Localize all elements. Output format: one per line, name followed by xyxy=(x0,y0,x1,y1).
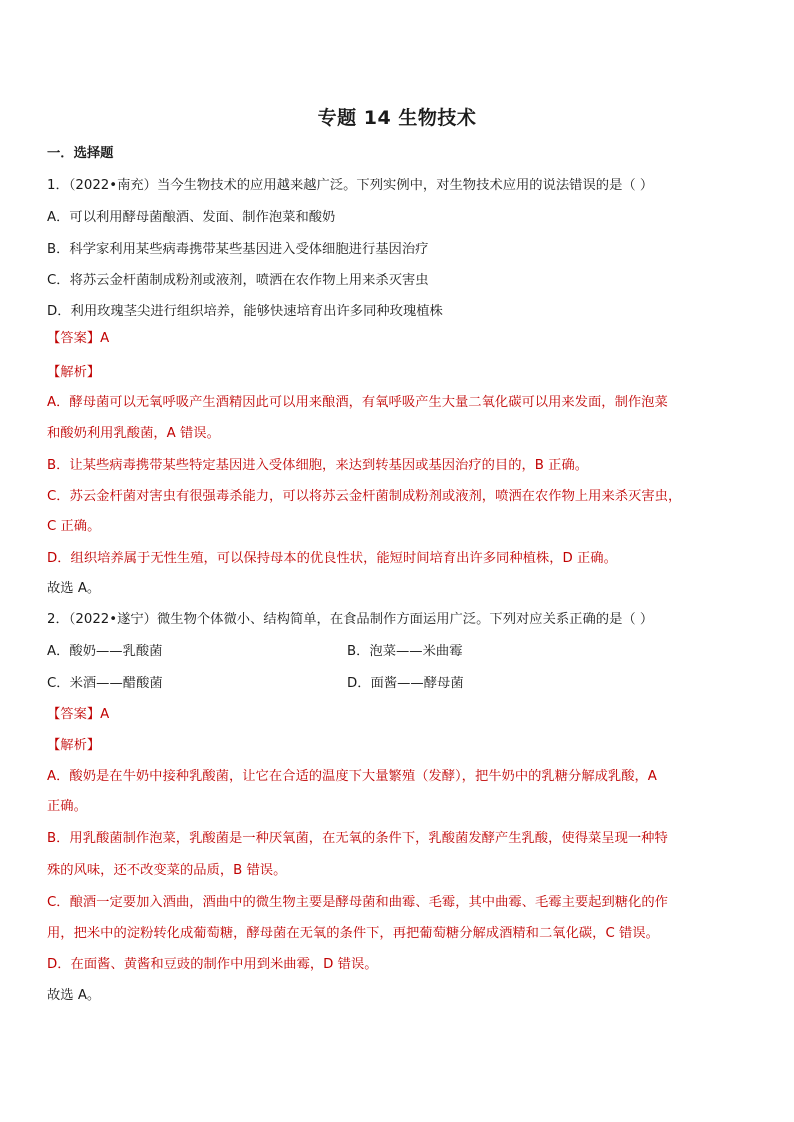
page-title: 专题 14 生物技术 xyxy=(317,107,477,129)
q2-conclusion: 故选 A。 xyxy=(47,988,101,1003)
q2-option-d: D．面酱——酵母菌 xyxy=(347,676,464,691)
q1-analysis-line: A．酵母菌可以无氧呼吸产生酒精因此可以用来酿酒，有氧呼吸产生大量二氧化碳可以用来发面，制作泡菜 xyxy=(47,395,668,410)
q1-analysis-line: C 正确。 xyxy=(47,519,101,534)
q2-option-b: B．泡菜——米曲霉 xyxy=(347,644,463,659)
q2-analysis-line: B．用乳酸菌制作泡菜，乳酸菌是一种厌氧菌，在无氧的条件下，乳酸菌发酵产生乳酸，使得菜呈现一种特 xyxy=(47,831,668,846)
q1-analysis-line: B．让某些病毒携带某些特定基因进入受体细胞，来达到转基因或基因治疗的目的，B 正确。 xyxy=(47,458,589,473)
q1-analysis-line: D．组织培养属于无性生殖，可以保持母本的优良性状，能短时间培育出许多同种植株，D 正确。 xyxy=(47,551,617,566)
q1-analysis-line: 和酸奶利用乳酸菌，A 错误。 xyxy=(47,426,220,441)
section-heading: 一．选择题 xyxy=(47,146,114,161)
q2-analysis-line: 殊的风味，还不改变菜的品质，B 错误。 xyxy=(47,863,287,878)
q2-option-c: C．米酒——醋酸菌 xyxy=(47,676,163,691)
q2-option-a: A．酸奶——乳酸菌 xyxy=(47,644,163,659)
q2-analysis-line: 正确。 xyxy=(47,799,87,814)
q2-options-row-1 xyxy=(47,643,747,661)
q1-analysis-label: 【解析】 xyxy=(47,365,101,380)
q1-answer: 【答案】A xyxy=(47,331,110,346)
q2-analysis-line: 用，把米中的淀粉转化成葡萄糖，酵母菌在无氧的条件下，再把葡萄糖分解成酒精和二氧化碳，C 错误。 xyxy=(47,926,659,941)
q1-stem: 1．（2022•南充）当今生物技术的应用越来越广泛。下列实例中，对生物技术应用的说法错误的是（ ） xyxy=(47,178,654,193)
q2-analysis-line: A．酸奶是在牛奶中接种乳酸菌，让它在合适的温度下大量繁殖（发酵），把牛奶中的乳糖分解成乳酸，A xyxy=(47,769,657,784)
q2-analysis-line: C．酿酒一定要加入酒曲，酒曲中的微生物主要是酵母菌和曲霉、毛霉，其中曲霉、毛霉主要起到糖化的作 xyxy=(47,895,668,910)
q2-options-row-2 xyxy=(47,675,747,693)
q2-stem: 2．（2022•遂宁）微生物个体微小、结构简单，在食品制作方面运用广泛。下列对应关系正确的是（ ） xyxy=(47,612,654,627)
q1-option-a: A．可以利用酵母菌酿酒、发面、制作泡菜和酸奶 xyxy=(47,210,336,225)
q1-option-d: D．利用玫瑰茎尖进行组织培养，能够快速培育出许多同种玫瑰植株 xyxy=(47,304,443,319)
q1-option-c: C．将苏云金杆菌制成粉剂或液剂，喷洒在农作物上用来杀灭害虫 xyxy=(47,273,429,288)
q1-option-b: B．科学家利用某些病毒携带某些基因进入受体细胞进行基因治疗 xyxy=(47,242,429,257)
q2-answer: 【答案】A xyxy=(47,707,110,722)
q2-analysis-line: D．在面酱、黄酱和豆豉的制作中用到米曲霉，D 错误。 xyxy=(47,957,378,972)
q1-analysis-line: C．苏云金杆菌对害虫有很强毒杀能力，可以将苏云金杆菌制成粉剂或液剂，喷洒在农作物上用来杀灭害虫， xyxy=(47,489,682,504)
q2-analysis-label: 【解析】 xyxy=(47,738,101,753)
q1-conclusion: 故选 A。 xyxy=(47,581,101,596)
